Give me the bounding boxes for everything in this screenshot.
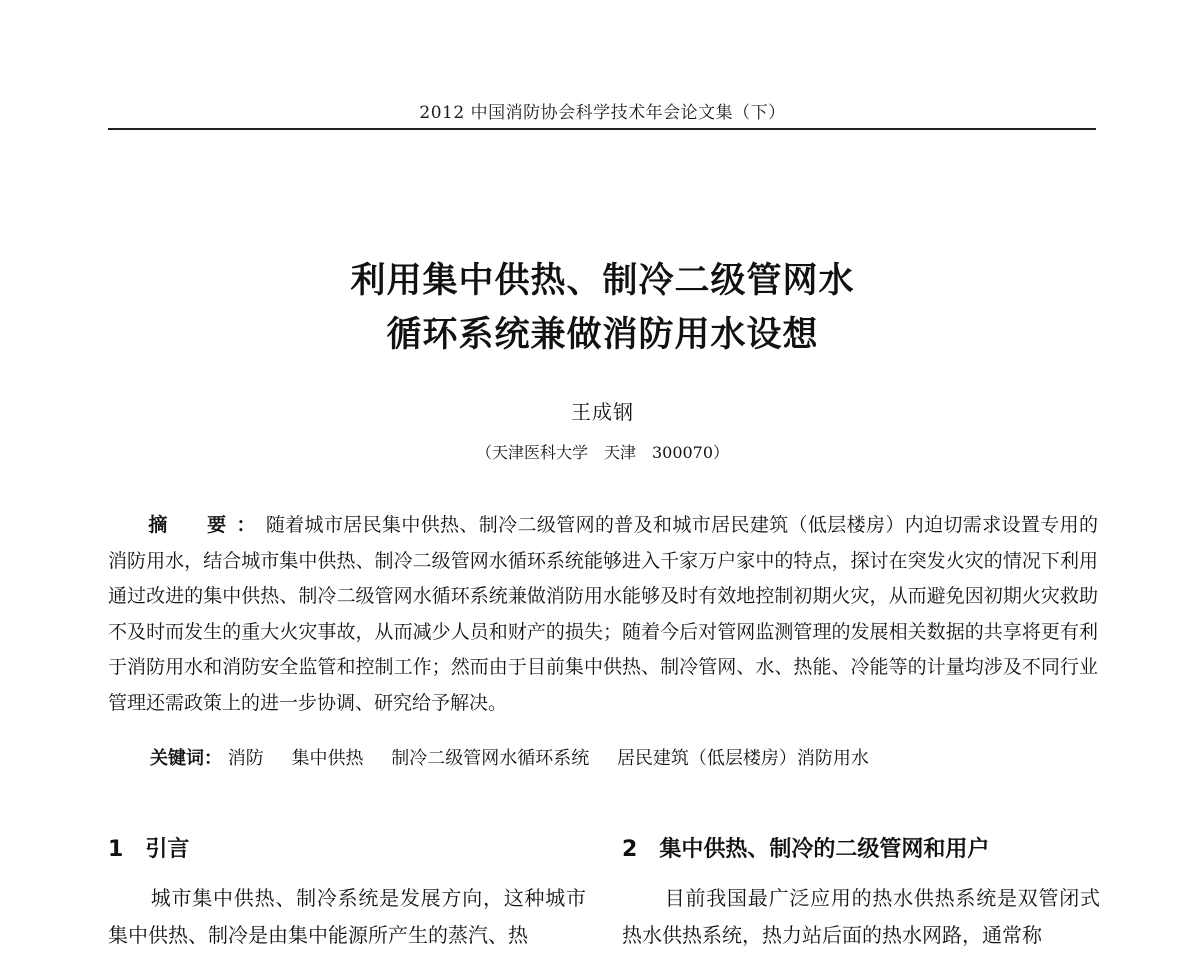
section-number: 2: [622, 837, 638, 862]
keyword: 制冷二级管网水循环系统: [391, 748, 590, 769]
keywords-label: 关键词：: [150, 748, 222, 769]
section-1-heading: [108, 832, 189, 863]
section-2-body: [622, 880, 1100, 954]
abstract-label: 摘 要：: [148, 514, 266, 536]
title-line-2: 循环系统兼做消防用水设想: [386, 315, 819, 355]
section-1-text: 城市集中供热、制冷系统是发展方向，这种城市集中供热、制冷是由集中能源所产生的蒸汽、热: [108, 886, 586, 947]
title-line-1: 利用集中供热、制冷二级管网水: [350, 261, 855, 301]
abstract-text: 随着城市居民集中供热、制冷二级管网的普及和城市居民建筑（低层楼房）内迫切需求设置专用的消防用水，结合城市集中供热、制冷二级管网水循环系统能够进入千家万户家中的特点，探讨在突发火灾的情况下利用通过改进的集中供热、制冷二级管网水循环系统兼做消防用水能够及时有效地控制初期火灾，从而避免因初期火灾救助不及时而发生的重大火灾事故，从而减少人员和财产的损失；随着今后对管网监测管理的发展相关数据的共享将更有利于消防用水和消防安全监管和控制工作；然而由于目前集中供热、制冷管网、水、热能、冷能等的计量均涉及不同行业管理还需政策上的进一步协调、研究给予解决。: [108, 514, 1098, 714]
paper-title: [110, 254, 1095, 362]
author-affiliation: （天津医科大学 天津 300070）: [475, 443, 730, 462]
section-1-body: [108, 880, 586, 954]
section-2-text: 目前我国最广泛应用的热水供热系统是双管闭式热水供热系统，热力站后面的热水网路，通常称: [622, 886, 1100, 947]
keyword: 居民建筑（低层楼房）消防用水: [616, 748, 869, 769]
author-name: 王成钢: [571, 400, 634, 424]
header-rule: [108, 128, 1096, 130]
section-title: 集中供热、制冷的二级管网和用户: [659, 837, 990, 862]
keyword: 消防: [227, 748, 264, 769]
keyword: 集中供热: [291, 748, 364, 769]
abstract: [108, 508, 1098, 722]
running-header: 2012 中国消防协会科学技术年会论文集（下）: [419, 103, 786, 123]
section-title: 引言: [145, 837, 190, 862]
section-2-heading: [622, 832, 989, 863]
section-number: 1: [108, 837, 124, 862]
keywords: [150, 744, 1090, 770]
